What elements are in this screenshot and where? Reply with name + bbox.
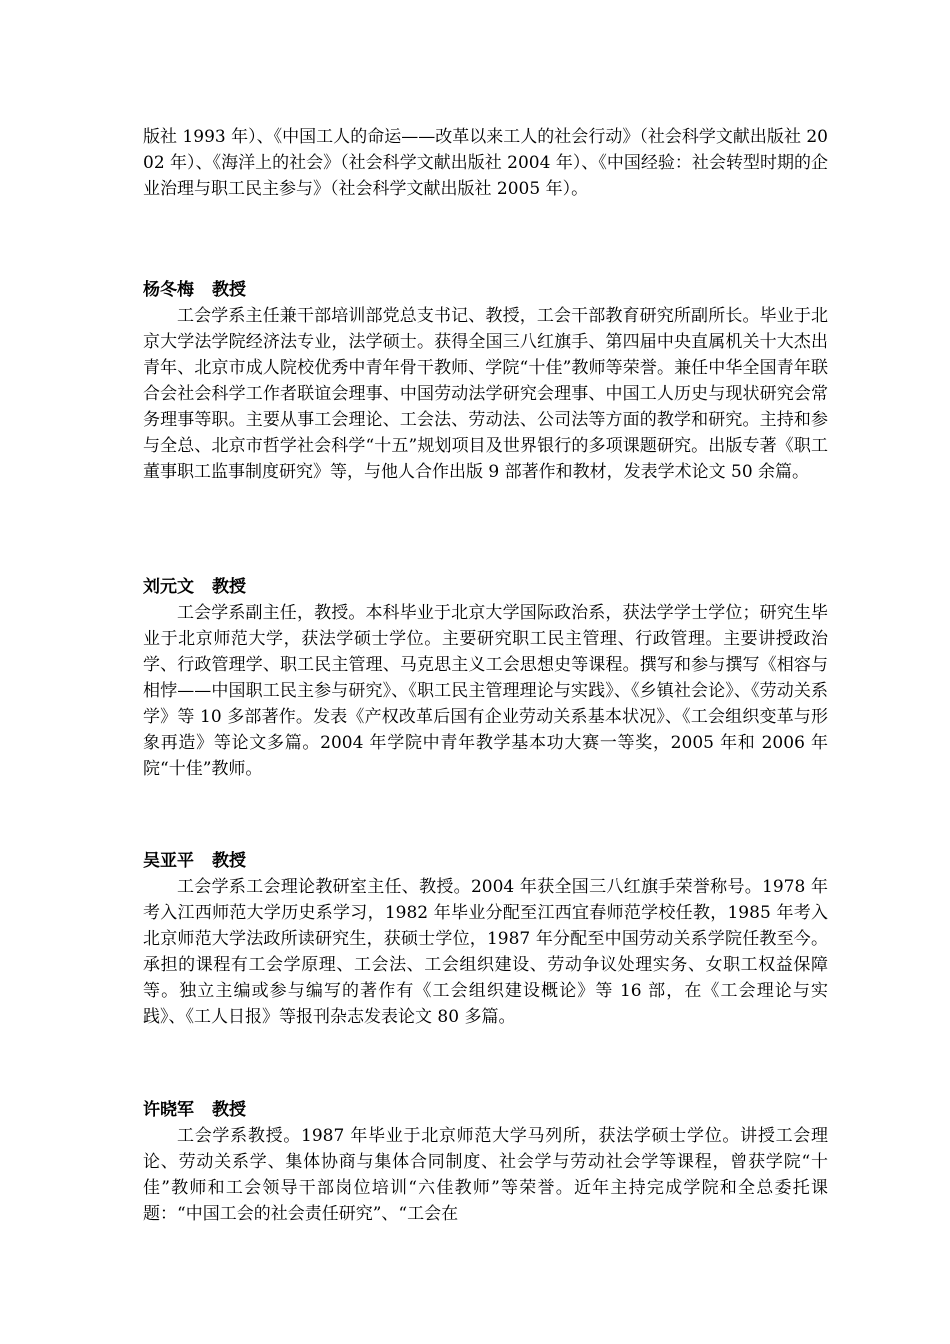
intro-paragraph: 版社 1993 年）、《中国工人的命运——改革以来工人的社会行动》（社会科学文献出版社 2002 年）、《海洋上的社会》（社会科学文献出版社 2004 年）、《中国经验：社会转型时期的企业治理与职工民主参与》（社会科学文献出版社 2005 年）。 xyxy=(143,127,828,199)
profile-title: 教授 xyxy=(212,1100,246,1120)
profile-title: 教授 xyxy=(212,280,246,300)
profile-xu-xiaojun xyxy=(143,1097,828,1227)
profile-name: 刘元文 xyxy=(143,577,194,597)
profile-heading xyxy=(143,574,828,600)
profile-name: 许晓军 xyxy=(143,1100,194,1120)
profile-bio: 工会学系主任兼干部培训部党总支书记、教授，工会干部教育研究所副所长。毕业于北京大学法学院经济法专业，法学硕士。获得全国三八红旗手、第四届中央直属机关十大杰出青年、北京市成人院校优秀中青年骨干教师、学院“十佳”教师等荣誉。兼任中华全国青年联合会社会科学工作者联谊会理事、中国劳动法学研究会理事、中国工人历史与现状研究会常务理事等职。主要从事工会理论、工会法、劳动法、公司法等方面的教学和研究。主持和参与全总、北京市哲学社会科学“十五”规划项目及世界银行的多项课题研究。出版专著《职工董事职工监事制度研究》等，与他人合作出版 9 部著作和教材，发表学术论文 50 余篇。 xyxy=(143,306,828,482)
profile-heading xyxy=(143,1097,828,1123)
profile-bio: 工会学系工会理论教研室主任、教授。2004 年获全国三八红旗手荣誉称号。1978 年考入江西师范大学历史系学习，1982 年毕业分配至江西宜春师范学校任教，1985 年考入北京师范大学法政所读研究生，获硕士学位，1987 年分配至中国劳动关系学院任教至今。承担的课程有工会学原理、工会法、工会组织建设、劳动争议处理实务、女职工权益保障等。独立主编或参与编写的著作有《工会组织建设概论》等 16 部，在《工会理论与实践》、《工人日报》等报刊杂志发表论文 80 多篇。 xyxy=(143,877,828,1027)
profile-heading xyxy=(143,848,828,874)
profile-yang-dongmei xyxy=(143,277,828,485)
profile-name: 吴亚平 xyxy=(143,851,194,871)
profile-title: 教授 xyxy=(212,851,246,871)
profile-name: 杨冬梅 xyxy=(143,280,194,300)
profile-bio: 工会学系教授。1987 年毕业于北京师范大学马列所，获法学硕士学位。讲授工会理论、劳动关系学、集体协商与集体合同制度、社会学与劳动社会学等课程，曾获学院“十佳”教师和工会领导干部岗位培训“六佳教师”等荣誉。近年主持完成学院和全总委托课题：“中国工会的社会责任研究”、“工会在 xyxy=(143,1126,828,1224)
profile-title: 教授 xyxy=(212,577,246,597)
profile-liu-yuanwen xyxy=(143,574,828,782)
profile-bio: 工会学系副主任，教授。本科毕业于北京大学国际政治系，获法学学士学位；研究生毕业于北京师范大学，获法学硕士学位。主要研究职工民主管理、行政管理。主要讲授政治学、行政管理学、职工民主管理、马克思主义工会思想史等课程。撰写和参与撰写《相容与相悖——中国职工民主参与研究》、《职工民主管理理论与实践》、《乡镇社会论》、《劳动关系学》等 10 多部著作。发表《产权改革后国有企业劳动关系基本状况》、《工会组织变革与形象再造》等论文多篇。2004 年学院中青年教学基本功大赛一等奖，2005 年和 2006 年院“十佳”教师。 xyxy=(143,603,828,779)
intro-section xyxy=(143,124,828,202)
profile-wu-yaping xyxy=(143,848,828,1030)
profile-heading xyxy=(143,277,828,303)
